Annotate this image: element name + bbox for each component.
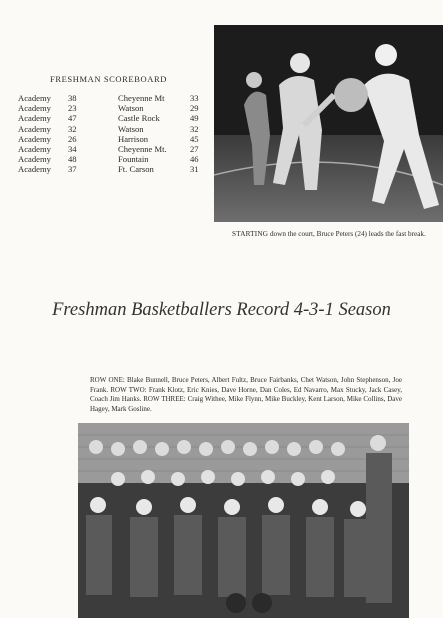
team-score: 38 — [68, 93, 77, 103]
team-score: 47 — [68, 113, 77, 124]
opponent-name: Cheyenne Mt. — [118, 144, 167, 155]
opponent-name: Fountain — [118, 154, 149, 165]
team-score: 34 — [68, 144, 77, 155]
team-score: 37 — [68, 164, 77, 175]
opponent-name: Watson — [118, 123, 144, 134]
team-name: Academy — [18, 93, 51, 103]
team-name: Academy — [18, 123, 51, 134]
scoreboard-row — [18, 124, 210, 134]
caption-lead: STARTING — [232, 230, 269, 238]
scoreboard-rows — [18, 93, 210, 175]
opponent-name: Castle Rock — [118, 113, 160, 124]
opponent-score: 27 — [190, 144, 199, 155]
opponent-score: 49 — [190, 113, 199, 124]
scoreboard-row — [18, 134, 210, 144]
team-score: 23 — [68, 103, 77, 114]
page-headline: Freshman Basketballers Record 4-3-1 Season — [52, 300, 391, 320]
team-name: Academy — [18, 133, 51, 144]
opponent-name: Harrison — [118, 133, 149, 144]
scoreboard-row — [18, 164, 210, 174]
scoreboard-row — [18, 144, 210, 154]
scoreboard-row — [18, 93, 210, 103]
fast-break-photo — [214, 25, 443, 222]
team-name: Academy — [18, 103, 51, 114]
team-score: 48 — [68, 154, 77, 165]
opponent-score: 33 — [190, 93, 199, 103]
team-photo — [78, 423, 409, 618]
team-name: Academy — [18, 154, 51, 165]
opponent-score: 46 — [190, 154, 199, 165]
freshman-scoreboard — [18, 74, 210, 175]
team-score: 32 — [68, 123, 77, 134]
opponent-name: Cheyenne Mt — [118, 93, 165, 103]
opponent-name: Watson — [118, 103, 144, 114]
team-name: Academy — [18, 113, 51, 124]
opponent-score: 31 — [190, 164, 199, 175]
team-score: 26 — [68, 133, 77, 144]
team-roster-caption: ROW ONE: Blake Bunnell, Bruce Peters, Albert Fultz, Bruce Fairbanks, Chet Watson, John Stephenson, Joe Frank. ROW TWO: Frank Klotz, Eric Knies, Dave Horne, Dan Coles, Ed Navarro, Max Stucky, Jack Casey, Coach Jim Hanks. ROW THREE: Craig Withee, Mike Flynn, Mike Buckley, Kent Larson, Mike Collins, Dave Hagey, Mark Gosline. — [90, 376, 402, 413]
team-name: Academy — [18, 144, 51, 155]
opponent-score: 29 — [190, 103, 199, 114]
scoreboard-row — [18, 154, 210, 164]
opponent-score: 45 — [190, 133, 199, 144]
fast-break-caption — [232, 230, 438, 239]
opponent-score: 32 — [190, 123, 199, 134]
scoreboard-title: FRESHMAN SCOREBOARD — [50, 74, 167, 84]
team-name: Academy — [18, 164, 51, 175]
scoreboard-row — [18, 113, 210, 123]
caption-text: down the court, Bruce Peters (24) leads the fast break. — [268, 230, 426, 238]
opponent-name: Ft. Carson — [118, 164, 154, 175]
scoreboard-row — [18, 103, 210, 113]
